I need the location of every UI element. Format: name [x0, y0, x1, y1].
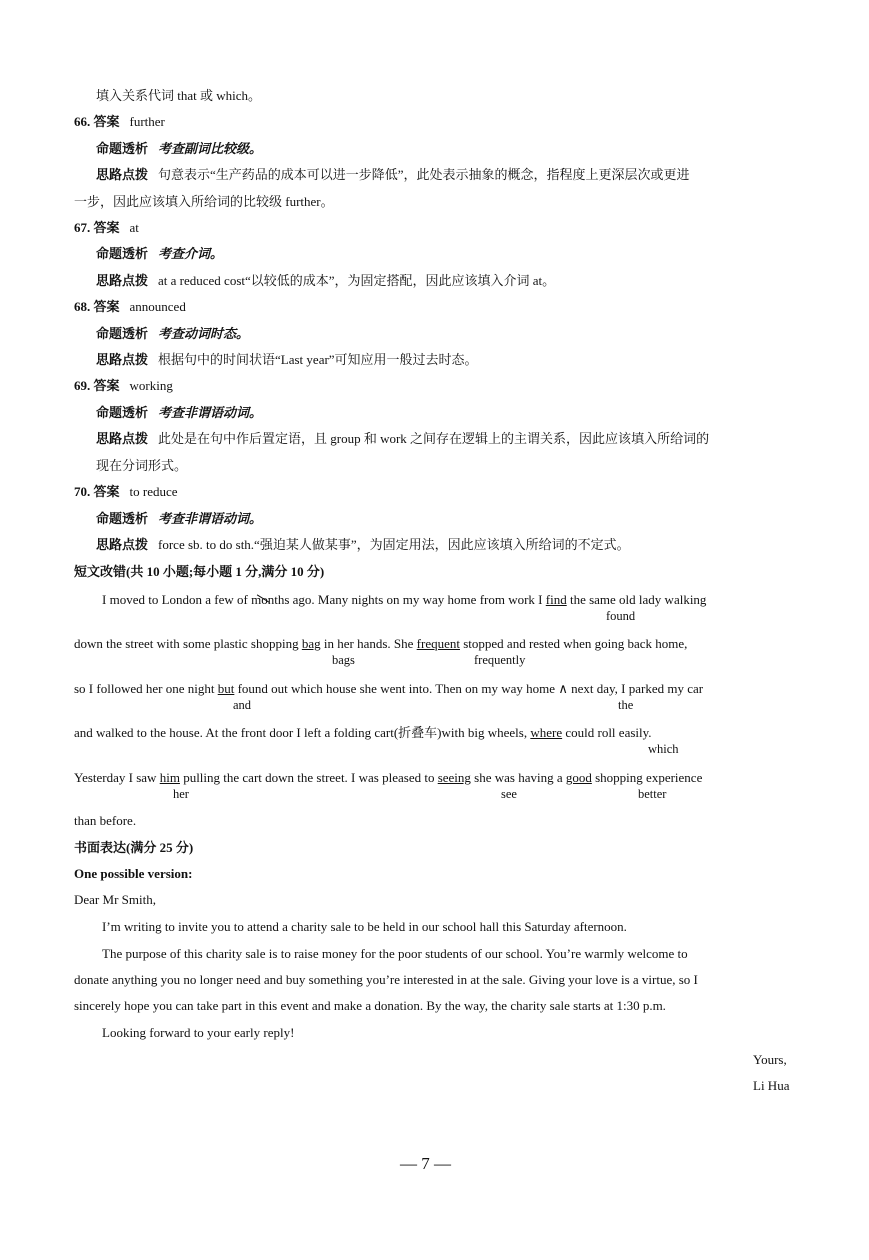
analysis-68 [96, 352, 478, 368]
insert-caret: ∧ [558, 681, 568, 696]
answer-67 [74, 220, 139, 236]
paragraph-1: I’m writing to invite you to attend a charity sale to be held in our school hall this Saturday afternoon. [102, 919, 627, 934]
analysis-label: 思路点拨 [96, 352, 149, 367]
correction-line-1 [102, 592, 706, 608]
analysis-label: 思路点拨 [96, 167, 149, 182]
answer-label: 69. 答案 [74, 378, 120, 393]
intent-69 [96, 405, 262, 421]
correction-see: see [501, 787, 517, 801]
intent-68 [96, 326, 249, 342]
greeting: Dear Mr Smith, [74, 892, 156, 907]
correction-the: the [618, 698, 634, 712]
answer-value: announced [129, 299, 186, 314]
analysis-66-cont: 一步，因此应该填入所给词的比较级 further。 [74, 194, 334, 209]
paragraph-2-line-1: The purpose of this charity sale is to raise money for the poor students of our school. You’re warmly welcome to [102, 946, 688, 961]
closing: Yours, [753, 1052, 787, 1067]
intent-text: 考查副词比较级。 [158, 141, 263, 156]
error-word: find [545, 592, 567, 607]
text-segment: down the street with some plastic shopping [74, 636, 302, 651]
analysis-70 [96, 537, 630, 553]
intent-label: 命题透析 [96, 141, 149, 156]
answer-value: at [129, 220, 139, 235]
error-word: where [530, 725, 563, 740]
answer-68 [74, 299, 186, 315]
correction-which: which [648, 742, 679, 756]
correction-heading: 短文改错(共 10 小题;每小题 1 分,满分 10 分) [74, 564, 325, 579]
answer-69 [74, 378, 173, 394]
correction-bags: bags [332, 653, 355, 667]
answer-value: to reduce [129, 484, 178, 499]
text-segment: could roll easily. [562, 725, 652, 740]
signature: Li Hua [753, 1078, 790, 1093]
intent-text: 考查动词时态。 [158, 326, 250, 341]
text-segment: stopped and rested when going back home, [459, 636, 688, 651]
analysis-text: force sb. to do sth.“强迫某人做某事”，为固定用法，因此应该填入所给词的不定式。 [158, 537, 630, 552]
text-segment: the same old lady walking [566, 592, 707, 607]
correction-found: found [606, 609, 636, 623]
intent-text: 考查介词。 [158, 246, 224, 261]
intent-67 [96, 246, 223, 262]
correction-line-4 [74, 725, 652, 741]
text-segment: so I followed her one night [74, 681, 218, 696]
intent-text: 考查非谓语动词。 [158, 405, 263, 420]
analysis-text: 此处是在句中作后置定语，且 group 和 work 之间存在逻辑上的主谓关系，因此应该填入所给词的 [158, 431, 710, 446]
answer-value: further [129, 114, 165, 129]
paragraph-2-line-3: sincerely hope you can take part in this event and make a donation. By the way, the charity sale starts at 1:30 p.m. [74, 998, 666, 1013]
analysis-text: 根据句中的时间状语“Last year”可知应用一般过去时态。 [158, 352, 478, 367]
intent-label: 命题透析 [96, 511, 149, 526]
correction-line-2 [74, 636, 687, 652]
analysis-67 [96, 273, 555, 289]
text-segment: and walked to the house. At the front door I left a folding cart(折叠车)with big wheels, [74, 725, 531, 740]
intent-70 [96, 511, 262, 527]
top-line: 填入关系代词 that 或 which。 [96, 88, 262, 103]
paragraph-2-line-2: donate anything you no longer need and buy something you’re interested in at the sale. Giving your love is a virtue, so I [74, 972, 698, 987]
correction-line-3 [74, 681, 703, 697]
answer-label: 70. 答案 [74, 484, 120, 499]
analysis-label: 思路点拨 [96, 431, 149, 446]
error-word: him [159, 770, 180, 785]
text-segment: pulling the cart down the street. I was pleased to [179, 770, 438, 785]
intent-label: 命题透析 [96, 326, 149, 341]
text-segment: Yesterday I saw [74, 770, 160, 785]
error-word: bag [301, 636, 321, 651]
intent-label: 命题透析 [96, 246, 149, 261]
error-word: good [565, 770, 592, 785]
page-number: — 7 — [400, 1154, 451, 1173]
correction-her: her [173, 787, 189, 801]
correction-line-6: than before. [74, 813, 137, 828]
answer-label: 66. 答案 [74, 114, 120, 129]
text-segment: in her hands. She [320, 636, 417, 651]
text-segment: shopping experience [591, 770, 703, 785]
answer-value: working [129, 378, 173, 393]
text-segment: found out which house she went into. Then on my way home [234, 681, 559, 696]
analysis-text: at a reduced cost“以较低的成本”，为固定搭配，因此应该填入介词 at。 [158, 273, 556, 288]
answer-label: 68. 答案 [74, 299, 120, 314]
text-segment: she was having a [470, 770, 566, 785]
paragraph-3: Looking forward to your early reply! [102, 1025, 295, 1040]
analysis-label: 思路点拨 [96, 273, 149, 288]
error-word: but [217, 681, 235, 696]
analysis-label: 思路点拨 [96, 537, 149, 552]
error-word: seeing [437, 770, 471, 785]
correction-better: better [638, 787, 667, 801]
text-segment: next day, I parked my car [567, 681, 704, 696]
answer-66 [74, 114, 165, 130]
version-label: One possible version: [74, 866, 193, 881]
text-segment: I moved to London a few [102, 592, 238, 607]
answer-70 [74, 484, 178, 500]
correction-and: and [233, 698, 252, 712]
analysis-text: 句意表示“生产药品的成本可以进一步降低”，此处表示抽象的概念，指程度上更深层次或更进 [158, 167, 690, 182]
correction-line-5 [74, 770, 702, 786]
intent-text: 考查非谓语动词。 [158, 511, 263, 526]
analysis-66 [96, 167, 690, 183]
analysis-69 [96, 431, 709, 447]
text-segment: months ago. Many nights on my way home from work I [247, 592, 546, 607]
analysis-69-cont: 现在分词形式。 [96, 458, 188, 473]
correction-frequently: frequently [474, 653, 526, 667]
deleted-word: of [237, 592, 248, 607]
intent-66 [96, 141, 262, 157]
error-word: frequent [416, 636, 460, 651]
intent-label: 命题透析 [96, 405, 149, 420]
writing-heading: 书面表达(满分 25 分) [74, 840, 194, 855]
answer-label: 67. 答案 [74, 220, 120, 235]
